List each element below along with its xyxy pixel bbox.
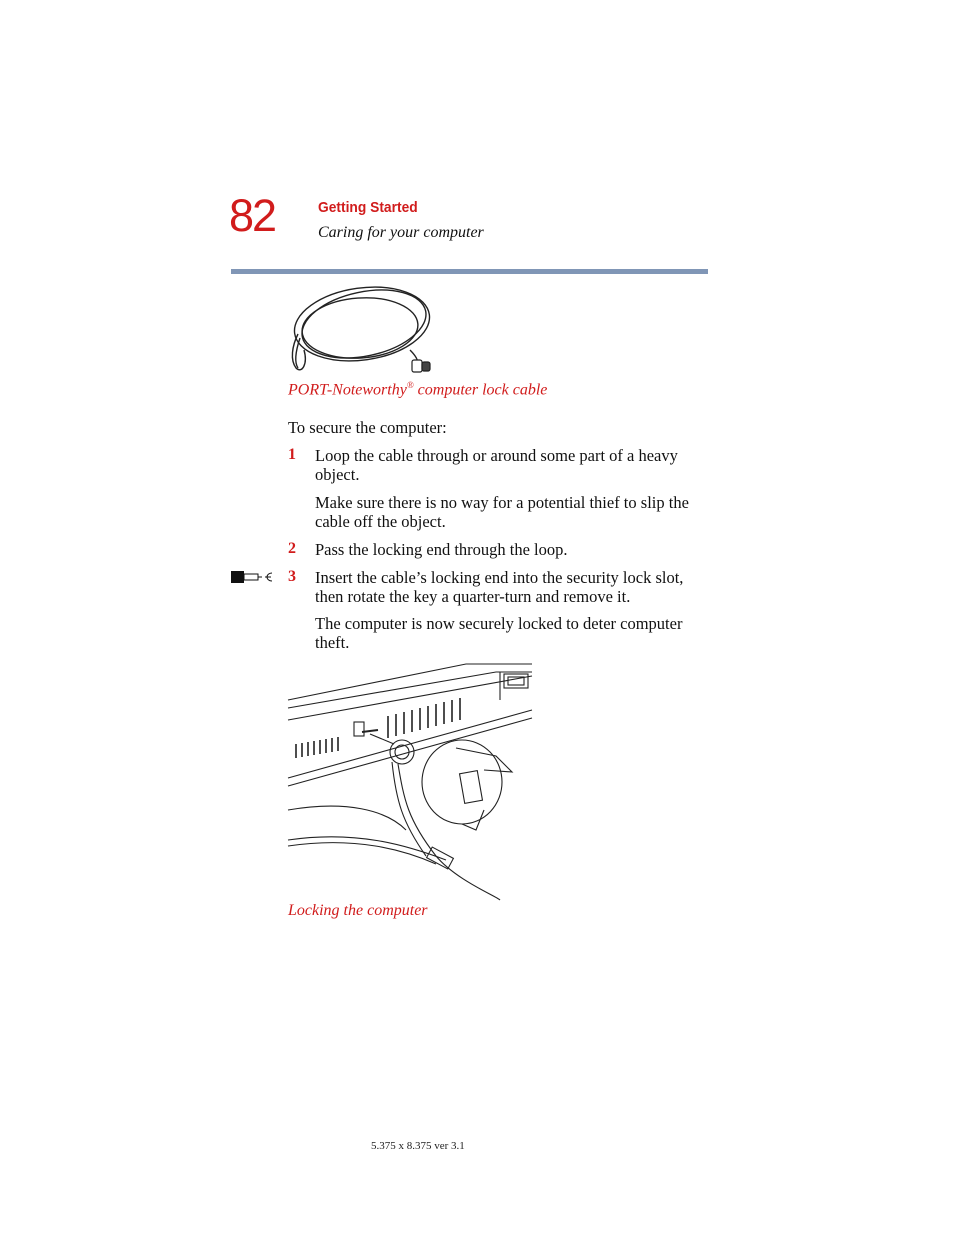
step-note: Make sure there is no way for a potential thief to slip the cable off the object.: [315, 493, 689, 531]
step-text: Pass the locking end through the loop.: [315, 540, 568, 559]
lock-cable-figure: [286, 284, 442, 376]
version-footer: 5.375 x 8.375 ver 3.1: [371, 1140, 465, 1152]
page-number: 82: [229, 190, 276, 241]
intro-text: To secure the computer:: [288, 418, 447, 437]
locking-figure-caption: Locking the computer: [288, 902, 428, 919]
header-rule: [231, 269, 708, 274]
section-title: Getting Started: [318, 199, 418, 216]
step-text: Loop the cable through or around some part of a heavy object.: [315, 446, 678, 484]
step-number: 2: [288, 540, 296, 557]
step-number: 3: [288, 568, 296, 585]
locking-computer-figure: [286, 660, 536, 902]
step-note: The computer is now securely locked to deter computer theft.: [315, 614, 683, 652]
security-lock-slot-icon: [230, 570, 276, 584]
step-number: 1: [288, 446, 296, 463]
cable-figure-caption: PORT-Noteworthy® computer lock cable: [288, 380, 548, 399]
step-text: Insert the cable’s locking end into the security lock slot, then rotate the key a quarter-turn and remove it.: [315, 568, 684, 606]
section-subtitle: Caring for your computer: [318, 224, 484, 241]
